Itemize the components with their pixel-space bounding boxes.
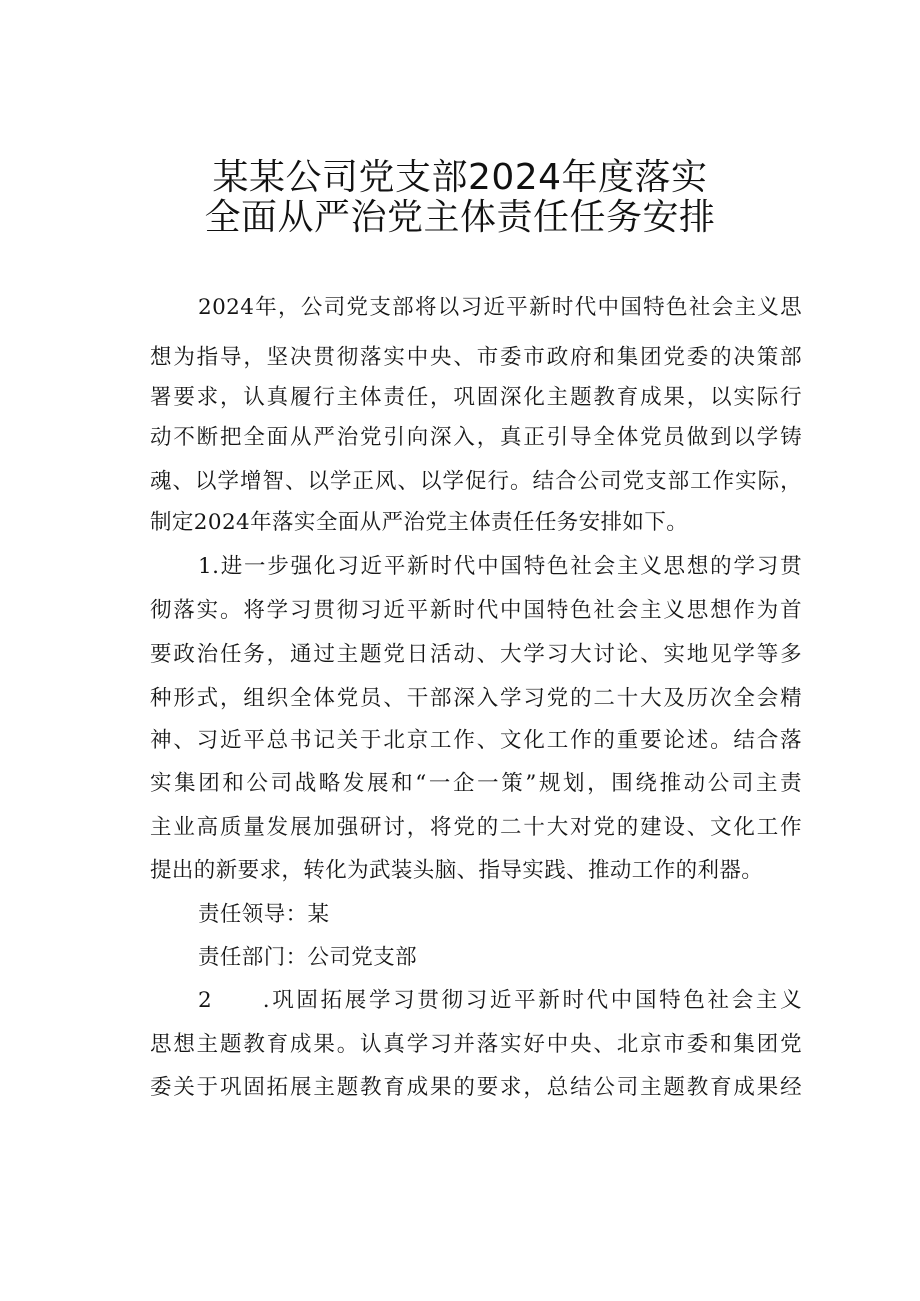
text-line: 思想主题教育成果。认真学习并落实好中央、北京市委和集团党 (150, 1032, 802, 1057)
text-line: 委关于巩固拓展主题教育成果的要求，总结公司主题教育成果经 (150, 1075, 802, 1100)
text-line: 1.进一步强化习近平新时代中国特色社会主义思想的学习贯 (198, 554, 802, 579)
responsible-leader: 责任领导：某 (198, 902, 330, 927)
text-line: 制定2024年落实全面从严治党主体责任任务安排如下。 (150, 510, 689, 535)
text-line: 要政治任务，通过主题党日活动、大学习大讨论、实地见学等多 (150, 642, 802, 667)
text-line: 主业高质量发展加强研讨，将党的二十大对党的建设、文化工作 (150, 815, 802, 840)
text-line: 魂、以学增智、以学正风、以学促行。结合公司党支部工作实际， (150, 469, 802, 494)
text-line: 提出的新要求，转化为武装头脑、指导实践、推动工作的利器。 (150, 858, 764, 883)
document-title-line-1: 某某公司党支部2024年度落实 (212, 157, 708, 198)
text-line: 2024年，公司党支部将以习近平新时代中国特色社会主义思 (198, 295, 802, 320)
text-line: 想为指导，坚决贯彻落实中央、市委市政府和集团党委的决策部 (150, 345, 802, 370)
text-line: 动不断把全面从严治党引向深入，真正引导全体党员做到以学铸 (150, 425, 802, 450)
document-title-line-2: 全面从严治党主体责任任务安排 (204, 197, 716, 238)
text-line: 署要求，认真履行主体责任，巩固深化主题教育成果，以实际行 (150, 385, 802, 410)
text-line: 实集团和公司战略发展和“一企一策”规划，围绕推动公司主责 (150, 771, 802, 796)
text-line: 种形式，组织全体党员、干部深入学习党的二十大及历次全会精 (150, 686, 802, 711)
responsible-department: 责任部门：公司党支部 (198, 945, 418, 970)
text-line: 2 .巩固拓展学习贯彻习近平新时代中国特色社会主义 (198, 988, 802, 1013)
text-line: 彻落实。将学习贯彻习近平新时代中国特色社会主义思想作为首 (150, 598, 802, 623)
text-line: 神、习近平总书记关于北京工作、文化工作的重要论述。结合落 (150, 728, 802, 753)
